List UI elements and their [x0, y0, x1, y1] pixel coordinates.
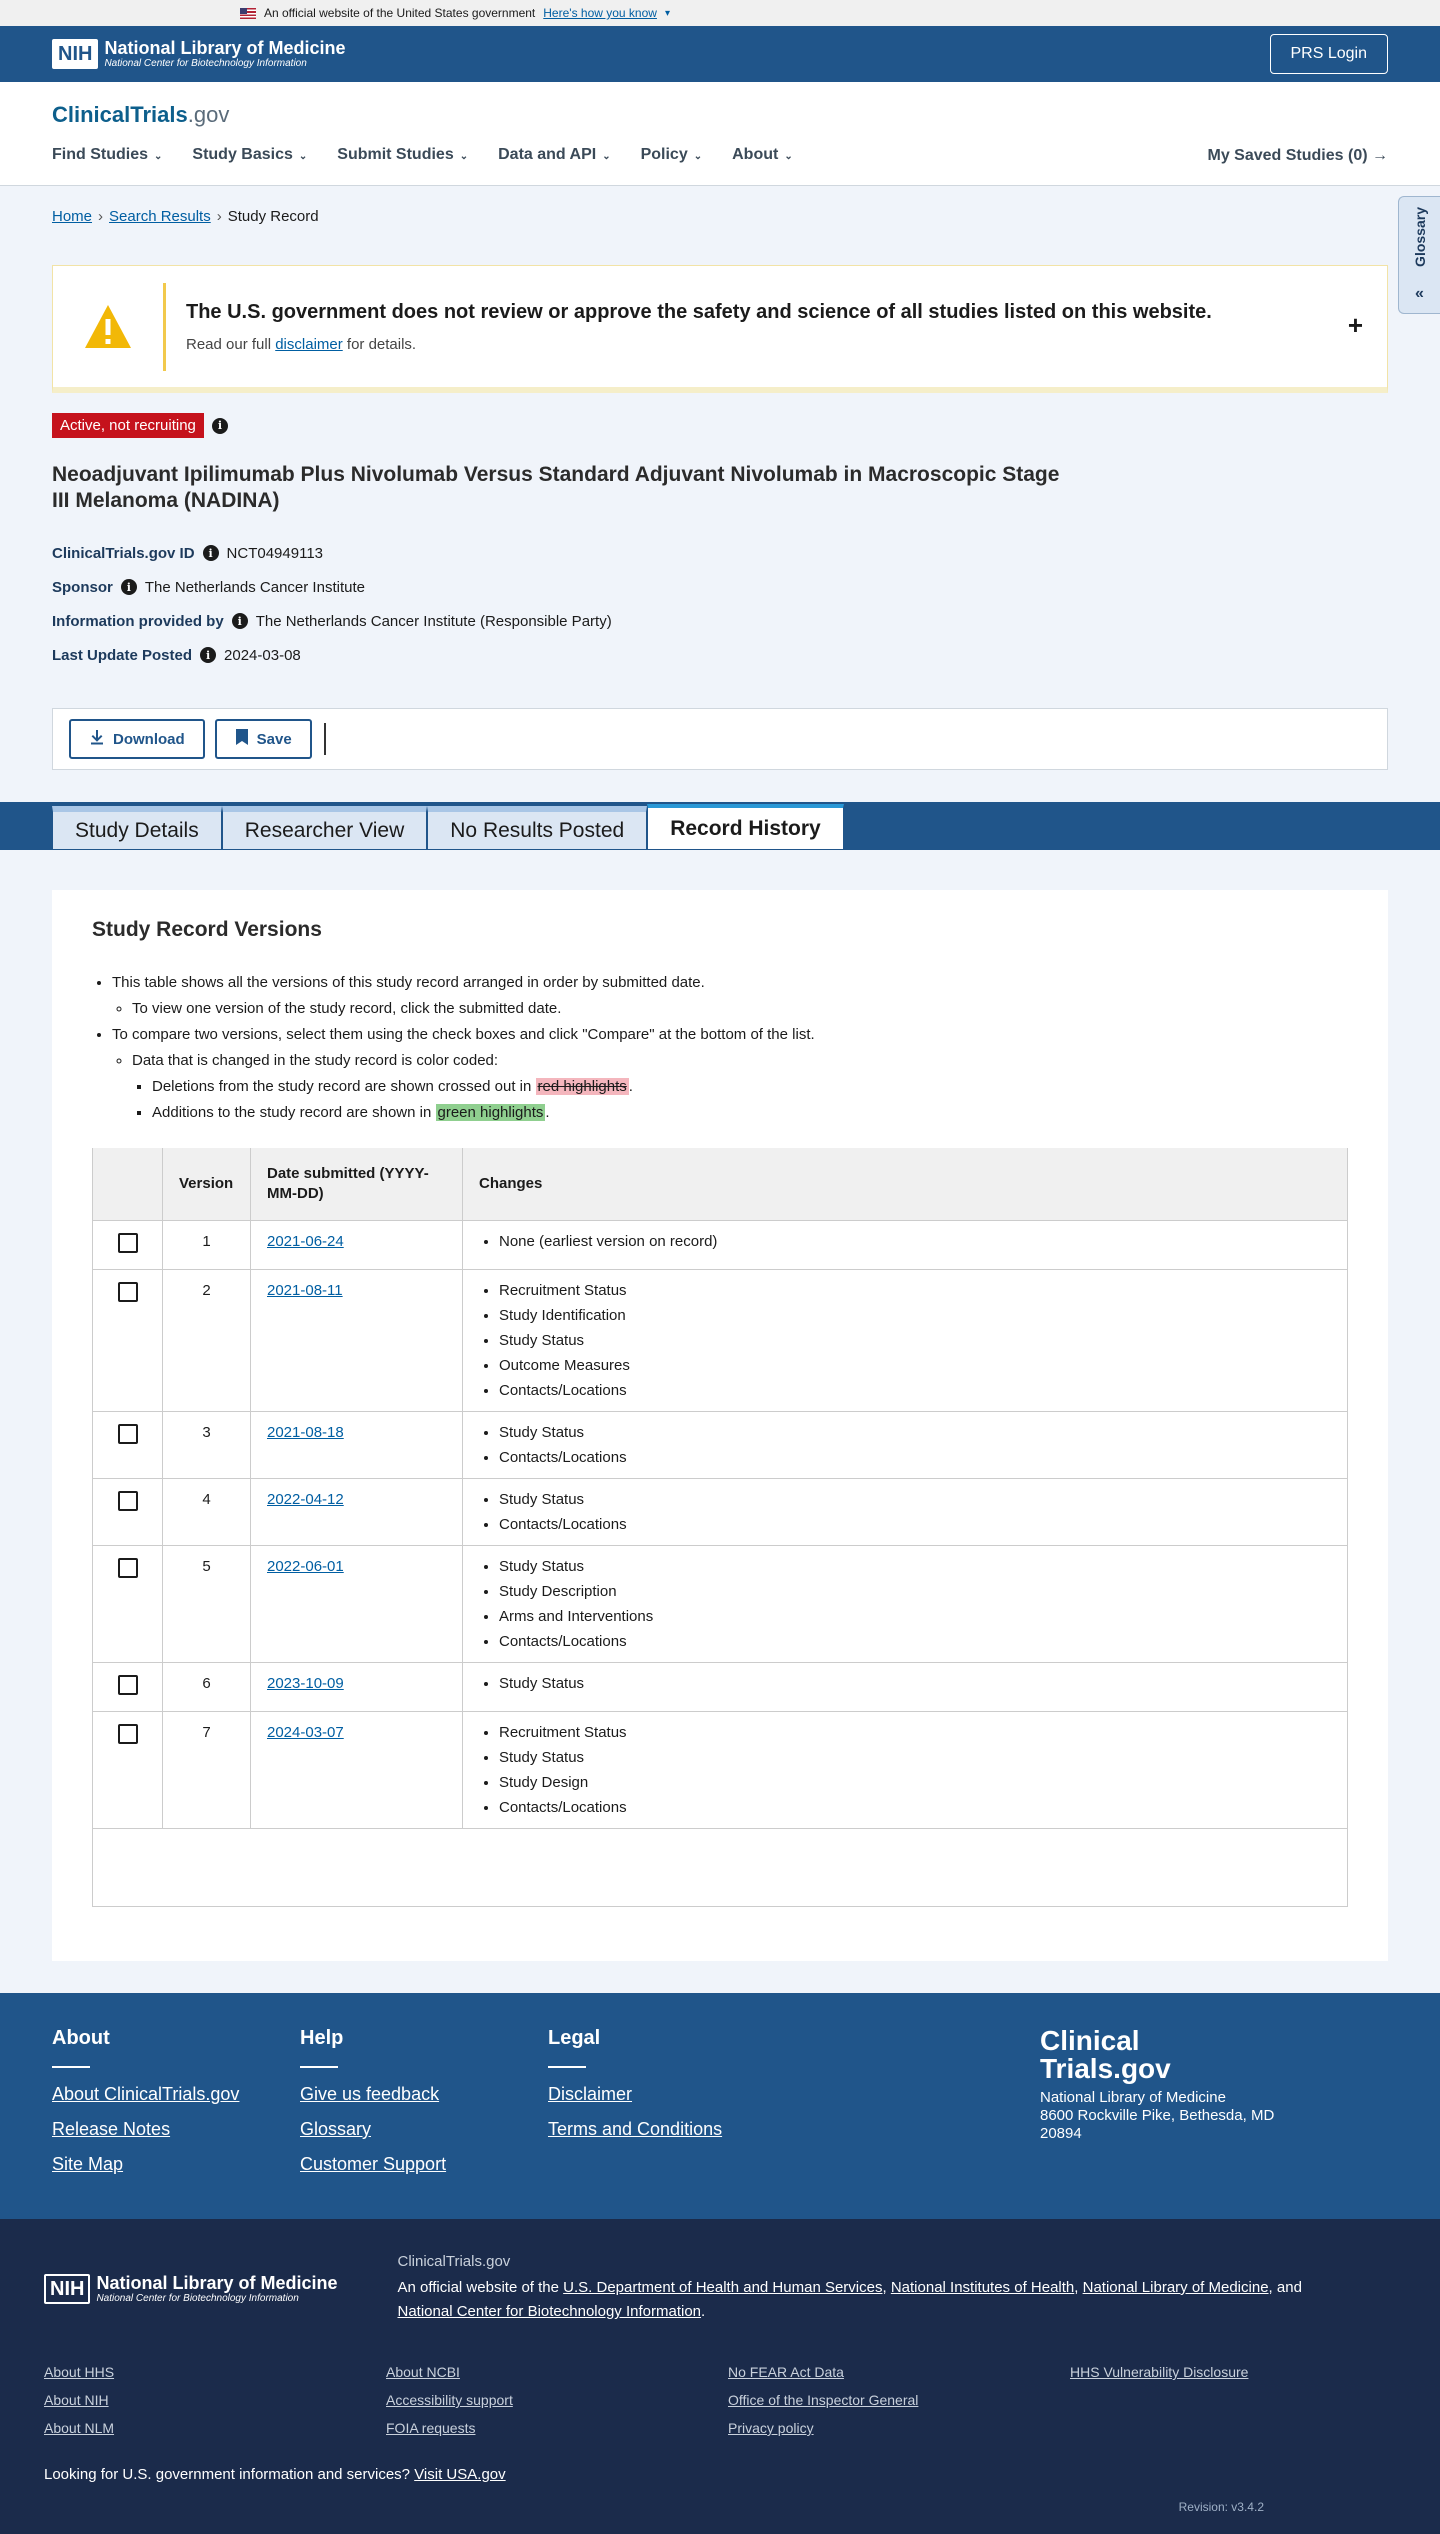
- change-item: • Recruitment Status: [499, 1278, 1331, 1303]
- version-date-link[interactable]: 2024-03-07: [267, 1724, 344, 1741]
- version-date-link[interactable]: 2021-06-24: [267, 1233, 344, 1250]
- download-label: Download: [113, 730, 185, 748]
- date-cell: [251, 1270, 463, 1412]
- change-item: • Contacts/Locations: [499, 1445, 1331, 1470]
- version-checkbox[interactable]: [118, 1282, 138, 1302]
- text-cursor: [324, 723, 326, 755]
- usa-gov-link[interactable]: Visit USA.gov: [414, 2466, 506, 2483]
- footer-rule: [52, 2066, 90, 2068]
- disclaimer-title: The U.S. government does not review or approve the safety and science of all studies listed on this website.: [186, 300, 1212, 323]
- version-number: 1: [163, 1221, 251, 1270]
- nlm-logo[interactable]: [52, 39, 346, 69]
- version-date-link[interactable]: 2023-10-09: [267, 1675, 344, 1692]
- green-highlight-sample: green highlights: [437, 1104, 544, 1121]
- nav-label: About: [732, 146, 779, 163]
- nlm-footer-logo[interactable]: [44, 2253, 338, 2324]
- save-button[interactable]: [215, 719, 312, 759]
- nav-label: Submit Studies: [337, 146, 454, 163]
- logo-suffix: .gov: [187, 102, 230, 127]
- select-cell: [93, 1546, 163, 1663]
- nav-submit-studies[interactable]: [337, 146, 468, 164]
- table-row: [93, 1221, 1348, 1270]
- table-row: [93, 1270, 1348, 1412]
- change-item: • Contacts/Locations: [499, 1795, 1331, 1820]
- ncbi-link[interactable]: National Center for Biotechnology Information: [397, 2303, 702, 2320]
- select-cell: [93, 1663, 163, 1712]
- date-cell: [251, 1546, 463, 1663]
- breadcrumb-search-results[interactable]: Search Results: [109, 208, 211, 225]
- changes-cell: [463, 1412, 1348, 1479]
- addition-text: Additions to the study record are shown in: [152, 1104, 436, 1121]
- select-cell: [93, 1270, 163, 1412]
- main-nav: [52, 146, 1388, 164]
- nav-data-and-api[interactable]: [498, 146, 610, 164]
- version-checkbox[interactable]: [118, 1558, 138, 1578]
- footer-col-help: [300, 2027, 548, 2219]
- table-row: [93, 1712, 1348, 1829]
- footer-link-empty: [1070, 2392, 1412, 2408]
- info-icon[interactable]: i: [200, 647, 216, 663]
- deletion-text: Deletions from the study record are shown crossed out in: [152, 1078, 536, 1095]
- versions-table-body: [93, 1221, 1348, 1829]
- tabs-band: [0, 802, 1440, 850]
- saved-studies-label: My Saved Studies (0): [1207, 147, 1368, 164]
- change-item: • Arms and Interventions: [499, 1604, 1331, 1629]
- meta-value: The Netherlands Cancer Institute (Responsible Party): [255, 612, 612, 630]
- table-row: [93, 1412, 1348, 1479]
- nav-about[interactable]: [732, 146, 793, 164]
- list-item: [112, 1022, 1348, 1126]
- version-checkbox[interactable]: [118, 1675, 138, 1695]
- meta-row-last-update: [52, 638, 1388, 672]
- version-date-link[interactable]: 2021-08-18: [267, 1424, 344, 1441]
- changes-cell: [463, 1479, 1348, 1546]
- nlm-logo-subtitle: National Center for Biotechnology Information: [96, 2292, 299, 2304]
- select-cell: [93, 1412, 163, 1479]
- hhs-link[interactable]: U.S. Department of Health and Human Services: [563, 2279, 883, 2296]
- logo-main: ClinicalTrials: [52, 102, 188, 127]
- warning-icon: [83, 302, 133, 352]
- version-number: 5: [163, 1546, 251, 1663]
- footer-rule: [548, 2066, 586, 2068]
- download-icon: [89, 729, 105, 749]
- date-cell: [251, 1663, 463, 1712]
- footer-link[interactable]: Terms and Conditions: [548, 2119, 723, 2139]
- changes-list: [479, 1278, 1331, 1403]
- change-item: • Study Description: [499, 1579, 1331, 1604]
- changes-cell: [463, 1663, 1348, 1712]
- change-item: • Study Status: [499, 1671, 1331, 1696]
- meta-row-sponsor: [52, 570, 1388, 604]
- action-bar: [52, 708, 1388, 770]
- breadcrumb-current: Study Record: [227, 208, 319, 225]
- version-checkbox[interactable]: [118, 1491, 138, 1511]
- version-number: 6: [163, 1663, 251, 1712]
- nlm-link[interactable]: National Library of Medicine: [1082, 2279, 1269, 2296]
- disclaimer-alert: [52, 265, 1388, 393]
- footer-link[interactable]: About NIH: [44, 2392, 109, 2408]
- tab-no-results-posted[interactable]: No Results Posted: [427, 806, 647, 850]
- select-cell: [93, 1479, 163, 1546]
- versions-table: [92, 1148, 1348, 1907]
- footer-link[interactable]: About NCBI: [386, 2364, 460, 2380]
- chevron-down-icon: ⌄: [784, 151, 793, 162]
- footer-logo: [1040, 2027, 1320, 2143]
- footer-heading: Legal: [548, 2027, 601, 2049]
- table-row: [93, 1546, 1348, 1663]
- change-item: • Study Design: [499, 1770, 1331, 1795]
- footer-top: [0, 1993, 1440, 2219]
- expand-plus-icon[interactable]: +: [1347, 310, 1363, 340]
- meta-row-id: [52, 536, 1388, 570]
- change-item: • Outcome Measures: [499, 1353, 1331, 1378]
- nav-label: Find Studies: [52, 146, 148, 163]
- footer-link[interactable]: Office of the Inspector General: [728, 2392, 919, 2408]
- footer-link[interactable]: About NLM: [44, 2420, 115, 2436]
- footer-link[interactable]: Release Notes: [52, 2119, 171, 2139]
- footer-link[interactable]: FOIA requests: [386, 2420, 476, 2436]
- heres-how-you-know-link[interactable]: Here's how you know: [543, 6, 657, 20]
- nih-link[interactable]: National Institutes of Health: [890, 2279, 1075, 2296]
- footer-link[interactable]: About ClinicalTrials.gov: [52, 2084, 240, 2104]
- instructions-list: [92, 970, 1348, 1126]
- changes-cell: [463, 1221, 1348, 1270]
- table-header-version: Version: [163, 1148, 251, 1221]
- footer-logo-line2: Trials.gov: [1040, 2053, 1171, 2084]
- instruction-text: This table shows all the versions of this study record arranged in order by submitted date.: [112, 974, 705, 991]
- official-prefix: An official website of the: [397, 2279, 564, 2296]
- tab-record-history[interactable]: Record History: [647, 804, 844, 850]
- list-item: [112, 970, 1348, 1022]
- nlm-logo-title: National Library of Medicine: [104, 38, 346, 58]
- date-cell: [251, 1479, 463, 1546]
- version-number: 4: [163, 1479, 251, 1546]
- changes-list: [479, 1420, 1331, 1470]
- table-footer-row: [93, 1829, 1348, 1907]
- footer-heading: About: [52, 2027, 110, 2049]
- info-icon[interactable]: i: [232, 613, 248, 629]
- nih-logo-box: NIH: [52, 39, 98, 69]
- meta-label: Information provided by: [52, 612, 224, 630]
- changes-cell: [463, 1712, 1348, 1829]
- footer-bottom-links: [44, 2364, 1396, 2436]
- change-item: • Contacts/Locations: [499, 1378, 1331, 1403]
- change-item: • Recruitment Status: [499, 1720, 1331, 1745]
- nav-label: Study Basics: [192, 146, 293, 163]
- table-row: [93, 1663, 1348, 1712]
- list-item: [132, 1048, 1348, 1126]
- meta-value: 2024-03-08: [224, 646, 301, 664]
- disclaimer-link[interactable]: disclaimer: [275, 335, 343, 353]
- nav-find-studies[interactable]: [52, 146, 162, 164]
- footer-link[interactable]: Customer Support: [300, 2154, 447, 2174]
- select-cell: [93, 1712, 163, 1829]
- footer-address-line2: 8600 Rockville Pike, Bethesda, MD 20894: [1040, 2107, 1275, 2142]
- chevron-right-icon: ›: [216, 208, 222, 225]
- list-item: ▪ Deletions from the study record are shown crossed out in red highlights .: [152, 1074, 1348, 1100]
- save-label: Save: [256, 730, 292, 748]
- changes-list: [479, 1229, 1331, 1254]
- gov-banner-text: An official website of the United States government: [264, 6, 536, 20]
- nlm-logo-subtitle: National Center for Biotechnology Information: [104, 58, 307, 69]
- disclaimer-subtext: [186, 336, 1212, 353]
- download-button[interactable]: [69, 719, 205, 759]
- nav-study-basics[interactable]: [192, 146, 307, 164]
- clinicaltrials-logo[interactable]: [52, 82, 1388, 128]
- official-statement: [398, 2253, 1358, 2324]
- red-highlight-sample: red highlights: [537, 1078, 627, 1095]
- nav-label: Policy: [640, 146, 688, 163]
- official-site-name: ClinicalTrials.gov: [397, 2253, 511, 2270]
- footer-heading: Help: [300, 2027, 344, 2049]
- list-item: ▪ Additions to the study record are shown in green highlights .: [152, 1100, 1348, 1126]
- record-history-panel: [52, 890, 1388, 1961]
- nih-logo-box: NIH: [44, 2274, 90, 2304]
- list-item: ◦ To view one version of the study record, click the submitted date.: [132, 996, 1348, 1022]
- change-item: • Contacts/Locations: [499, 1512, 1331, 1537]
- changes-list: [479, 1720, 1331, 1820]
- footer-link[interactable]: Give us feedback: [300, 2084, 440, 2104]
- chevron-down-icon: ⌄: [693, 151, 703, 162]
- select-cell: [93, 1221, 163, 1270]
- footer-col-about: [52, 2027, 300, 2219]
- version-checkbox[interactable]: [118, 1724, 138, 1744]
- version-number: 2: [163, 1270, 251, 1412]
- date-cell: [251, 1412, 463, 1479]
- meta-label: ClinicalTrials.gov ID: [52, 544, 195, 562]
- footer-bottom: [0, 2219, 1440, 2534]
- change-item: • Study Status: [499, 1420, 1331, 1445]
- official-text: An official website of the U.S. Department of Health and Human Services, National Institutes of Health, National Library of Medicine, and National Center for Biotechnology Information.: [397, 2279, 1302, 2320]
- meta-label: Last Update Posted: [52, 646, 193, 664]
- study-meta: [52, 536, 1388, 672]
- glossary-label: Glossary: [1411, 207, 1428, 267]
- usa-gov-text: Looking for U.S. government information and services?: [44, 2466, 411, 2483]
- arrow-right-icon: →: [1372, 147, 1388, 164]
- change-item: • Study Status: [499, 1487, 1331, 1512]
- bookmark-icon: [235, 729, 249, 749]
- change-item: • Study Identification: [499, 1303, 1331, 1328]
- gov-banner: [0, 0, 1440, 26]
- glossary-tab[interactable]: [1398, 196, 1440, 314]
- chevron-down-icon: ⌄: [154, 151, 163, 162]
- us-flag-icon: [240, 8, 256, 19]
- changes-list: [479, 1487, 1331, 1537]
- changes-cell: [463, 1546, 1348, 1663]
- change-item: • None (earliest version on record): [499, 1229, 1331, 1254]
- changes-cell: [463, 1270, 1348, 1412]
- chevron-down-icon: ⌄: [602, 151, 611, 162]
- version-number: 3: [163, 1412, 251, 1479]
- nav-policy[interactable]: [641, 146, 703, 164]
- breadcrumb-home[interactable]: Home: [52, 208, 93, 225]
- version-checkbox[interactable]: [118, 1424, 138, 1444]
- nih-header: [0, 26, 1440, 82]
- table-header-changes: Changes: [463, 1148, 1348, 1221]
- version-date-link[interactable]: 2022-06-01: [267, 1558, 344, 1575]
- nav-label: Data and API: [498, 146, 597, 163]
- table-row: [93, 1479, 1348, 1546]
- version-checkbox[interactable]: [118, 1233, 138, 1253]
- footer-link[interactable]: Accessibility support: [386, 2392, 513, 2408]
- footer-link[interactable]: Glossary: [300, 2119, 372, 2139]
- section-heading: Study Record Versions: [92, 918, 322, 941]
- official-and: , and: [1268, 2279, 1302, 2296]
- footer-link[interactable]: HHS Vulnerability Disclosure: [1070, 2364, 1249, 2380]
- info-icon[interactable]: i: [203, 545, 219, 561]
- table-footer-cell: [93, 1829, 1348, 1907]
- footer-col-legal: [548, 2027, 796, 2219]
- table-header-select: [93, 1148, 163, 1221]
- my-saved-studies-link[interactable]: [1208, 147, 1389, 165]
- footer-address-line1: National Library of Medicine: [1040, 2089, 1226, 2106]
- version-date-link[interactable]: 2021-08-11: [267, 1282, 343, 1299]
- footer-link[interactable]: Site Map: [52, 2154, 124, 2174]
- status-badge: Active, not recruiting: [52, 413, 204, 438]
- change-item: • Contacts/Locations: [499, 1629, 1331, 1654]
- footer-link[interactable]: No FEAR Act Data: [728, 2364, 844, 2380]
- date-cell: [251, 1712, 463, 1829]
- chevron-down-icon: ⌄: [459, 151, 469, 162]
- info-icon[interactable]: i: [212, 418, 228, 434]
- double-chevron-left-icon: «: [1415, 285, 1424, 302]
- version-number: 7: [163, 1712, 251, 1829]
- status-row: [52, 413, 1388, 438]
- date-cell: [251, 1221, 463, 1270]
- disclaimer-text-after: for details.: [342, 335, 417, 353]
- footer-rule: [300, 2066, 338, 2068]
- changes-list: [479, 1554, 1331, 1654]
- nlm-logo-title: National Library of Medicine: [96, 2272, 338, 2293]
- revision-text: Revision: v3.4.2: [1178, 2500, 1264, 2514]
- study-title: Neoadjuvant Ipilimumab Plus Nivolumab Versus Standard Adjuvant Nivolumab in Macroscopic Stage III Melanoma (NADINA): [52, 463, 1060, 512]
- tab-study-details[interactable]: Study Details: [52, 806, 222, 850]
- prs-login-button[interactable]: PRS Login: [1270, 34, 1389, 74]
- changes-list: [479, 1671, 1331, 1696]
- record-tabs: [52, 802, 844, 850]
- change-item: • Study Status: [499, 1328, 1331, 1353]
- info-icon[interactable]: i: [121, 579, 137, 595]
- version-date-link[interactable]: 2022-04-12: [267, 1491, 344, 1508]
- meta-row-provider: [52, 604, 1388, 638]
- footer-logo-line1: Clinical: [1040, 2025, 1140, 2056]
- site-header: [0, 82, 1440, 186]
- disclaimer-text-before: Read our full: [186, 335, 276, 353]
- change-item: • Study Status: [499, 1554, 1331, 1579]
- change-item: • Study Status: [499, 1745, 1331, 1770]
- disclaimer-divider: [163, 283, 166, 371]
- instruction-text: Data that is changed in the study record is color coded:: [132, 1052, 499, 1069]
- meta-label: Sponsor: [52, 578, 113, 596]
- footer-link[interactable]: Disclaimer: [548, 2084, 633, 2104]
- meta-value: NCT04949113: [226, 544, 323, 562]
- instruction-text: To compare two versions, select them using the check boxes and click "Compare" at the bottom of the list.: [112, 1026, 815, 1043]
- table-header-date: Date submitted (YYYY-MM-DD): [251, 1148, 463, 1221]
- tab-researcher-view[interactable]: Researcher View: [222, 806, 428, 850]
- meta-value: The Netherlands Cancer Institute: [144, 578, 365, 596]
- chevron-right-icon: ›: [98, 208, 104, 225]
- usa-gov-row: [44, 2466, 1396, 2483]
- breadcrumb: [0, 186, 1440, 225]
- footer-link[interactable]: Privacy policy: [728, 2420, 814, 2436]
- chevron-down-icon: ▾: [664, 7, 670, 19]
- footer-link[interactable]: About HHS: [44, 2364, 115, 2380]
- chevron-down-icon: ⌄: [298, 151, 308, 162]
